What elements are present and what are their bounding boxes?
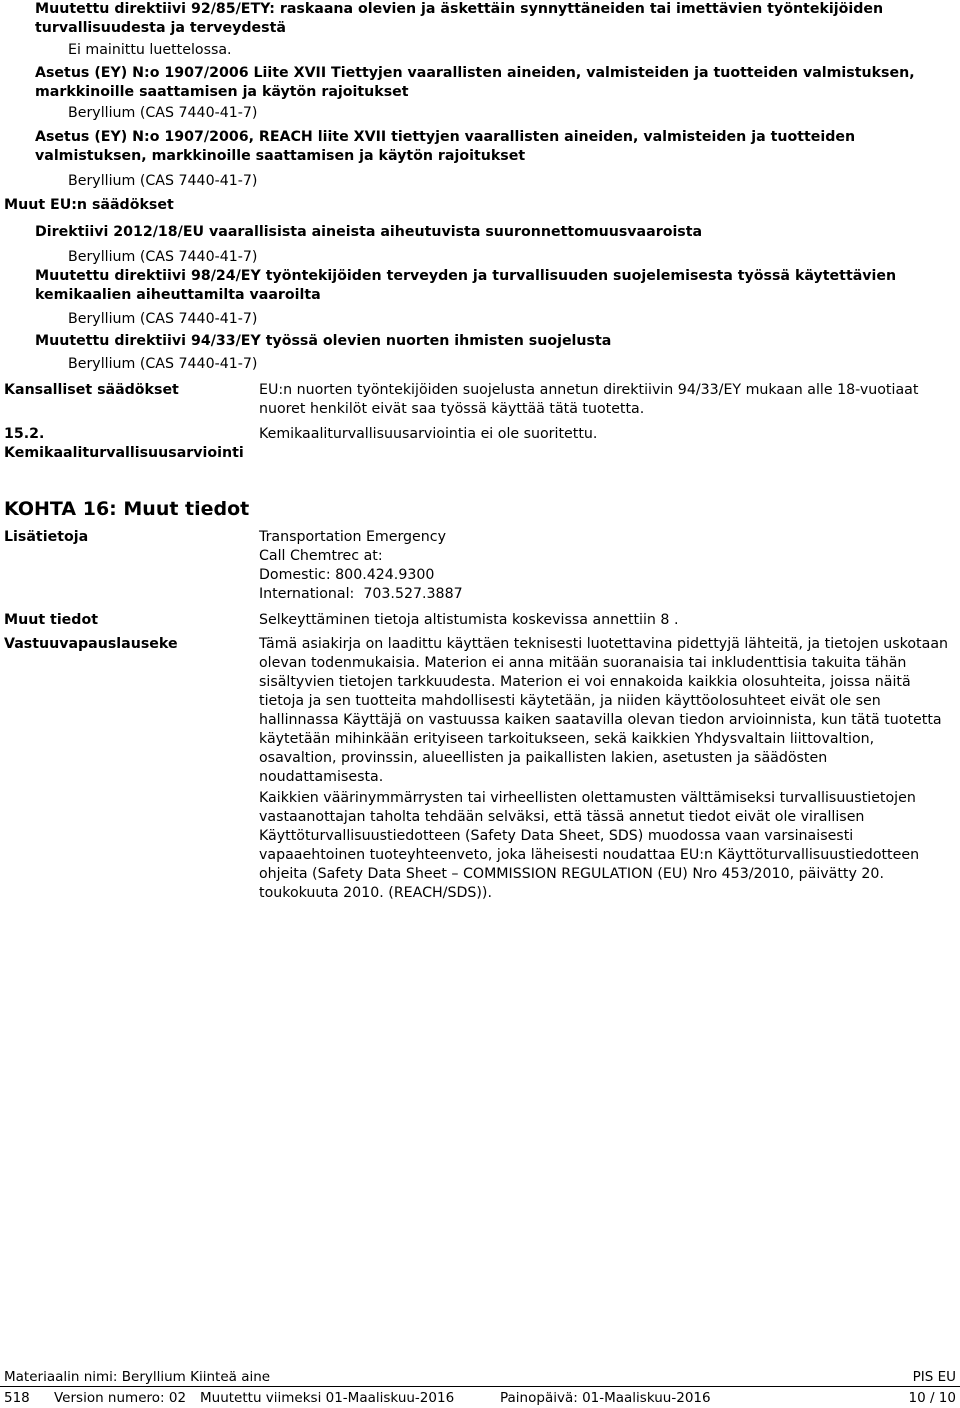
national-regulations-value: EU:n nuorten työntekijöiden suojelusta annetun direktiivin 94/33/EY mukaan alle 18-vuotiaat nuoret henkilöt eivät saa työssä käyttää tätä tuotetta. [259, 382, 919, 417]
last-modified: Muutettu viimeksi 01-Maaliskuu-2016 [200, 1390, 455, 1406]
regulation-title: Muutettu direktiivi 94/33/EY työssä olevien nuorten ihmisten suojelusta [35, 333, 612, 349]
regulation-title: Asetus (EY) N:o 1907/2006 Liite XVII Tiettyjen vaarallisten aineiden, valmisteiden ja tuotteiden valmistuksen, markkinoille saattamisen ja käytön rajoitukset [35, 65, 915, 100]
disclaimer-paragraph: Tämä asiakirja on laadittu käyttäen teknisesti luotettavina pidettyjä lähteitä, ja tietojen uskotaan olevan todenmukaisia. Materion ei anna mitään suoranaisia tai inkludenttisia takuita tähän sisältyvien tietojen tarkkuudesta. Materion ei voi ennakoida kaikkia olosuhteita, joissa näitä tietoja ja sen tuotteita mahdollisesti käytetään, ja niiden käyttöolosuhteet eivät ole sen hallinnassa Käyttäjä on vastuussa kaiken saatavilla olevan tiedon arvioinnista, kun tätä tuotetta käytetään mihinkään erityiseen tarkoitukseen, sekä kaikkien Yhdysvaltain liittovaltion, osavaltion, provinssin, alueellisten ja paikallisten lakien, asetusten ja säädösten noudattamisesta. [259, 636, 948, 785]
other-eu-heading: Muut EU:n säädökset [4, 197, 174, 213]
regulation-substance: Beryllium (CAS 7440-41-7) [68, 356, 258, 372]
emergency-line: International: 703.527.3887 [259, 586, 463, 602]
regulation-title: Direktiivi 2012/18/EU vaarallisista aineista aiheutuvista suuronnettomuusvaaroista [35, 224, 703, 240]
emergency-line: Call Chemtrec at: [259, 548, 383, 564]
regulation-title: Muutettu direktiivi 98/24/EY työntekijöiden terveyden ja turvallisuuden suojelemisesta työssä käytettävien kemikaalien aiheuttamilta vaaroilta [35, 268, 897, 303]
assessment-number: 15.2. [4, 426, 45, 442]
emergency-contact [259, 528, 954, 604]
regulation-substance: Ei mainittu luettelossa. [68, 42, 232, 58]
regulation-substance: Beryllium (CAS 7440-41-7) [68, 105, 258, 121]
assessment-label: Kemikaaliturvallisuusarviointi [4, 445, 244, 461]
emergency-line: Domestic: 800.424.9300 [259, 567, 435, 583]
section-heading: KOHTA 16: Muut tiedot [4, 498, 250, 520]
regulation-substance: Beryllium (CAS 7440-41-7) [68, 173, 258, 189]
other-info-value: Selkeyttäminen tietoja altistumista koskevissa annettiin 8 . [259, 612, 679, 628]
other-info-label: Muut tiedot [4, 612, 98, 628]
material-name: Materiaalin nimi: Beryllium Kiinteä aine [4, 1369, 271, 1385]
regulation-substance: Beryllium (CAS 7440-41-7) [68, 249, 258, 265]
additional-info-label: Lisätietoja [4, 529, 89, 545]
emergency-line: Transportation Emergency [259, 529, 446, 545]
disclaimer-paragraph: Kaikkien väärinymmärrysten tai virheellisten olettamusten välttämiseksi turvallisuustietojen vastaanottajan taholta tehdään selväksi, että tässä annetut tiedot eivät ole virallisen Käyttöturvallisuustiedotteen (Safety Data Sheet, SDS) muodossa vaan varsinaisesti vapaaehtoinen tuoteyhteenveto, joka läheisesti noudattaa EU:n Käyttöturvallisuustiedotteen ohjeita (Safety Data Sheet – COMMISSION REGULATION (EU) Nro 453/2010, päivätty 20. toukokuuta 2010. (REACH/SDS)). [259, 790, 920, 901]
national-regulations-label: Kansalliset säädökset [4, 382, 179, 398]
footer-divider [0, 1386, 960, 1387]
region-label: PIS EU [912, 1369, 956, 1385]
page-number: 10 / 10 [908, 1390, 956, 1406]
regulation-title: Asetus (EY) N:o 1907/2006, REACH liite XVII tiettyjen vaarallisten aineiden, valmisteiden ja tuotteiden valmistuksen, markkinoille saattamisen ja käytön rajoitukset [35, 129, 856, 164]
print-date: Painopäivä: 01-Maaliskuu-2016 [500, 1390, 711, 1406]
document-number: 518 [4, 1390, 30, 1406]
disclaimer-label: Vastuuvapauslauseke [4, 636, 178, 652]
regulation-title: Muutettu direktiivi 92/85/ETY: raskaana olevien ja äskettäin synnyttäneiden tai imettävien työntekijöiden turvallisuudesta ja terveydestä [35, 1, 884, 36]
assessment-value: Kemikaaliturvallisuusarviointia ei ole suoritettu. [259, 426, 598, 442]
regulation-substance: Beryllium (CAS 7440-41-7) [68, 311, 258, 327]
version-number: Version numero: 02 [54, 1390, 187, 1406]
